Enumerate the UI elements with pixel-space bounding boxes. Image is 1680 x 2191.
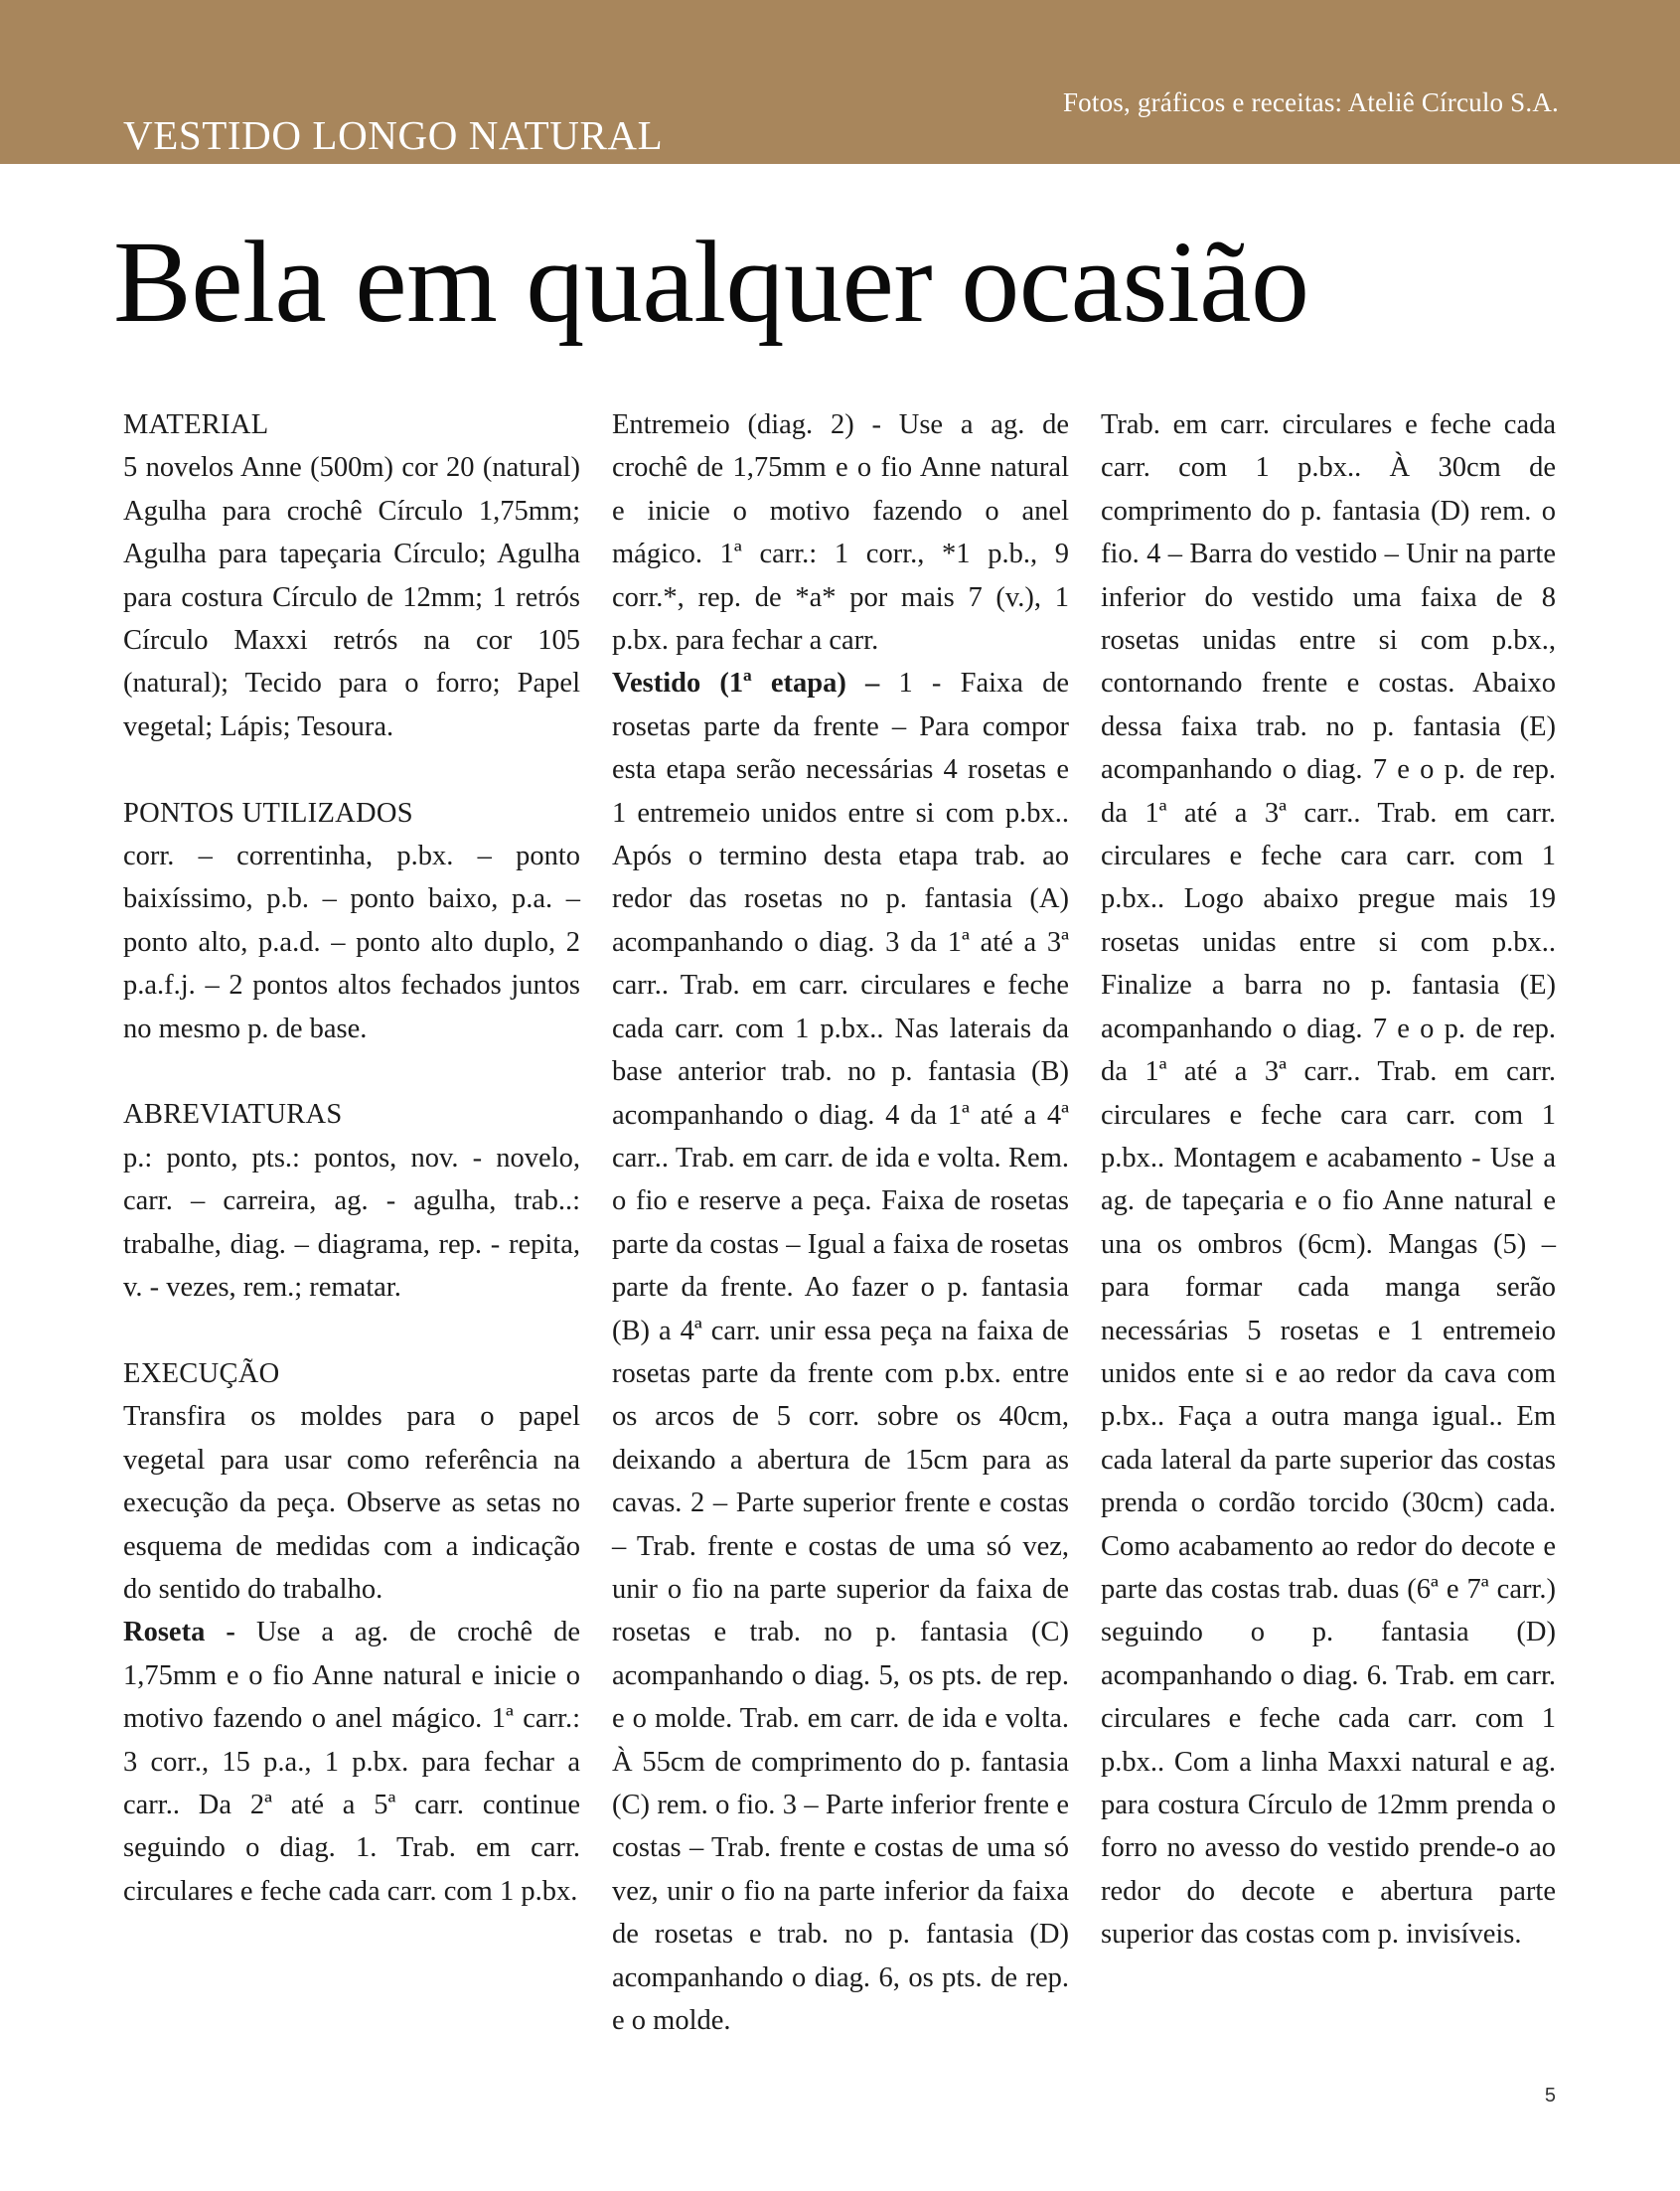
pontos-heading: PONTOS UTILIZADOS xyxy=(123,797,413,829)
execucao-heading: EXECUÇÃO xyxy=(123,1357,280,1389)
page-number: 5 xyxy=(1544,2085,1556,2107)
roseta-label: Roseta - xyxy=(123,1617,235,1648)
column-right xyxy=(1101,403,1556,1956)
vestido-text: 1 - Faixa de rosetas parte da frente – Para compor esta etapa serão necessárias 4 rosetas e 1 entremeio unidos entre si com p.bx.. Após o termino desta etapa trab. ao redor das rosetas no p. fantasia (A) acompanhando o diag. 3 da 1ª até a 3ª carr.. Trab. em carr. circulares e feche cada carr. com 1 p.bx.. Nas laterais da base anterior trab. no p. fantasia (B) acompanhando o diag. 4 da 1ª até a 4ª carr.. Trab. em carr. de ida e volta. Rem. o fio e reserve a peça. Faixa de rosetas parte da costas – Igual a faixa de rosetas parte da frente. Ao fazer o p. fantasia (B) a 4ª carr. unir essa peça na faixa de rosetas parte da frente com p.bx. entre os arcos de 5 corr. sobre os 40cm, deixando a abertura de 15cm para as cavas. 2 – Parte superior frente e costas – Trab. frente e costas de uma só vez, unir o fio na parte superior da faixa de rosetas e trab. no p. fantasia (C) acompanhando o diag. 5, os pts. de rep. e o molde. Trab. em carr. de ida e volta. À 55cm de comprimento do p. fantasia (C) rem. o fio. 3 – Parte inferior frente e costas – Trab. frente e costas de uma só vez, unir o fio na parte inferior da faixa de rosetas e trab. no p. fantasia (D) acompanhando o diag. 6, os pts. de rep. e o molde. xyxy=(612,668,1069,2037)
execucao-text: Transfira os moldes para o papel vegetal para usar como referência na execução da peça. Observe as setas no esquema de medidas com a indicação do sentido do trabalho. xyxy=(123,1401,580,1605)
roseta-paragraph xyxy=(123,1611,580,1913)
abreviaturas-heading: ABREVIATURAS xyxy=(123,1099,343,1131)
material-heading: MATERIAL xyxy=(123,409,269,440)
page-title: Bela em qualquer ocasião xyxy=(113,217,1309,347)
abreviaturas-text: p.: ponto, pts.: pontos, nov. - novelo, carr. – carreira, ag. - agulha, trab..: trabalhe, diag. – diagrama, rep. - repita, v. - vezes, rem.; rematar. xyxy=(123,1142,580,1304)
material-text: 5 novelos Anne (500m) cor 20 (natural) Agulha para crochê Círculo 1,75mm; Agulha para tapeçaria Círculo; Agulha para costura Círculo de 12mm; 1 retrós Círculo Maxxi retrós na cor 105 (natural); Tecido para o forro; Papel vegetal; Lápis; Tesoura. xyxy=(123,452,580,742)
roseta-text: Use a ag. de crochê de 1,75mm e o fio Anne natural e inicie o motivo fazendo o anel mágico. 1ª carr.: 3 corr., 15 p.a., 1 p.bx. para fechar a carr.. Da 2ª até a 5ª carr. continue seguindo o diag. 1. Trab. em carr. circulares e feche cada carr. com 1 p.bx. xyxy=(123,1617,580,1907)
photo-credit: Fotos, gráficos e receitas: Ateliê Círculo S.A. xyxy=(1062,87,1559,117)
section-title: VESTIDO LONGO NATURAL xyxy=(123,112,664,158)
vestido-label: Vestido (1ª etapa) – xyxy=(612,668,880,700)
pontos-text: corr. – correntinha, p.bx. – ponto baixíssimo, p.b. – ponto baixo, p.a. – ponto alto, p.a.d. – ponto alto duplo, 2 p.a.f.j. – 2 pontos altos fechados juntos no mesmo p. de base. xyxy=(123,841,580,1044)
vestido-paragraph xyxy=(612,662,1069,2042)
montagem-text: Trab. em carr. circulares e feche cada carr. com 1 p.bx.. À 30cm de comprimento do p. fantasia (D) rem. o fio. 4 – Barra do vestido – Unir na parte inferior do vestido uma faixa de 8 rosetas unidas entre si com p.bx., contornando frente e costas. Abaixo dessa faixa trab. no p. fantasia (E) acompanhando o diag. 7 e o p. de rep. da 1ª até a 3ª carr.. Trab. em carr. circulares e feche cara carr. com 1 p.bx.. Logo abaixo pregue mais 19 rosetas unidas entre si com p.bx.. Finalize a barra no p. fantasia (E) acompanhando o diag. 7 e o p. de rep. da 1ª até a 3ª carr.. Trab. em carr. circulares e feche cara carr. com 1 p.bx.. Montagem e acabamento - Use a ag. de tapeçaria e o fio Anne natural e una os ombros (6cm). Mangas (5) – para formar cada manga serão necessárias 5 rosetas e 1 entremeio unidos ente si e ao redor da cava com p.bx.. Faça a outra manga igual.. Em cada lateral da parte superior das costas prenda o cordão torcido (30cm) cada. Como acabamento ao redor do decote e parte das costas trab. duas (6ª e 7ª carr.) seguindo o p. fantasia (D) acompanhando o diag. 6. Trab. em carr. circulares e feche cada carr. com 1 p.bx.. Com a linha Maxxi natural e ag. para costura Círculo de 12mm prenda o forro no avesso do vestido prende-o ao redor do decote e abertura parte superior das costas com p. invisíveis. xyxy=(1101,409,1556,1951)
column-left xyxy=(123,403,580,1913)
column-middle xyxy=(612,403,1069,2042)
entremeio-text: Entremeio (diag. 2) - Use a ag. de crochê de 1,75mm e o fio Anne natural e inicie o motivo fazendo o anel mágico. 1ª carr.: 1 corr., *1 p.b., 9 corr.*, rep. de *a* por mais 7 (v.), 1 p.bx. para fechar a carr. xyxy=(612,409,1069,657)
